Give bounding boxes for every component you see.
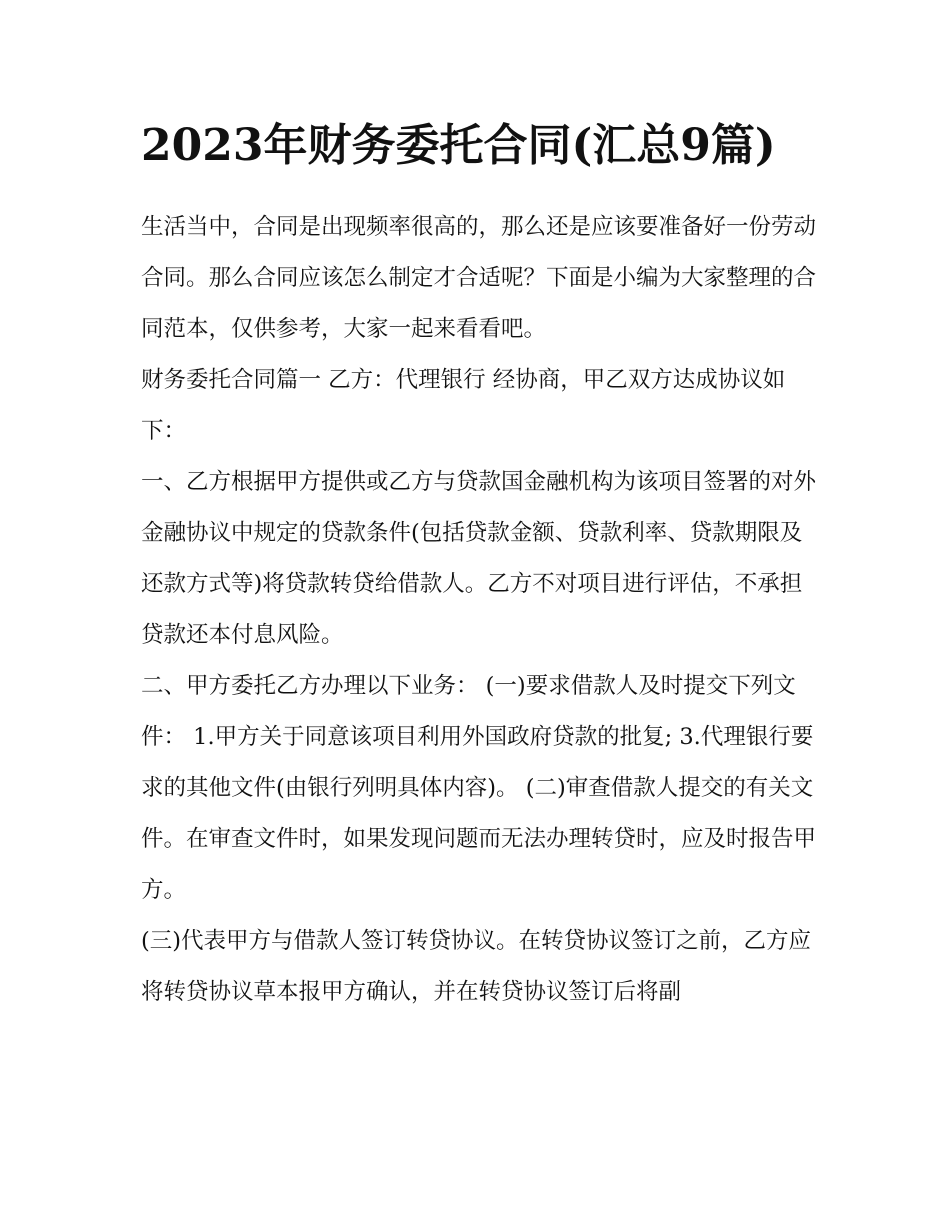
- document-title: 2023年财务委托合同(汇总9篇): [141, 120, 776, 171]
- paragraph-contract-1-header: 财务委托合同篇一 乙方：代理银行 经协商，甲乙双方达成协议如下：: [141, 367, 786, 444]
- paragraph-clause-2-3: (三)代表甲方与借款人签订转贷协议。在转贷协议签订之前，乙方应将转贷协议草本报甲方确认，并在转贷协议签订后将副: [141, 928, 812, 1005]
- paragraph-clause-1: 一、乙方根据甲方提供或乙方与贷款国金融机构为该项目签署的对外金融协议中规定的贷款条件(包括贷款金额、贷款利率、贷款期限及还款方式等)将贷款转贷给借款人。乙方不对项目进行评估，不承担贷款还本付息风险。: [141, 469, 817, 648]
- document-body: [141, 112, 816, 1018]
- paragraph-intro: 生活当中，合同是出现频率很高的，那么还是应该要准备好一份劳动合同。那么合同应该怎么制定才合适呢？下面是小编为大家整理的合同范本，仅供参考，大家一起来看看吧。: [141, 214, 817, 342]
- paragraph-clause-2: 二、甲方委托乙方办理以下业务： (一)要求借款人及时提交下列文件： 1.甲方关于同意该项目利用外国政府贷款的批复; 3.代理银行要求的其他文件(由银行列明具体内容)。 (二)审查借款人提交的有关文件。在审查文件时，如果发现问题而无法办理转贷时，应及时报告甲方。: [141, 673, 817, 903]
